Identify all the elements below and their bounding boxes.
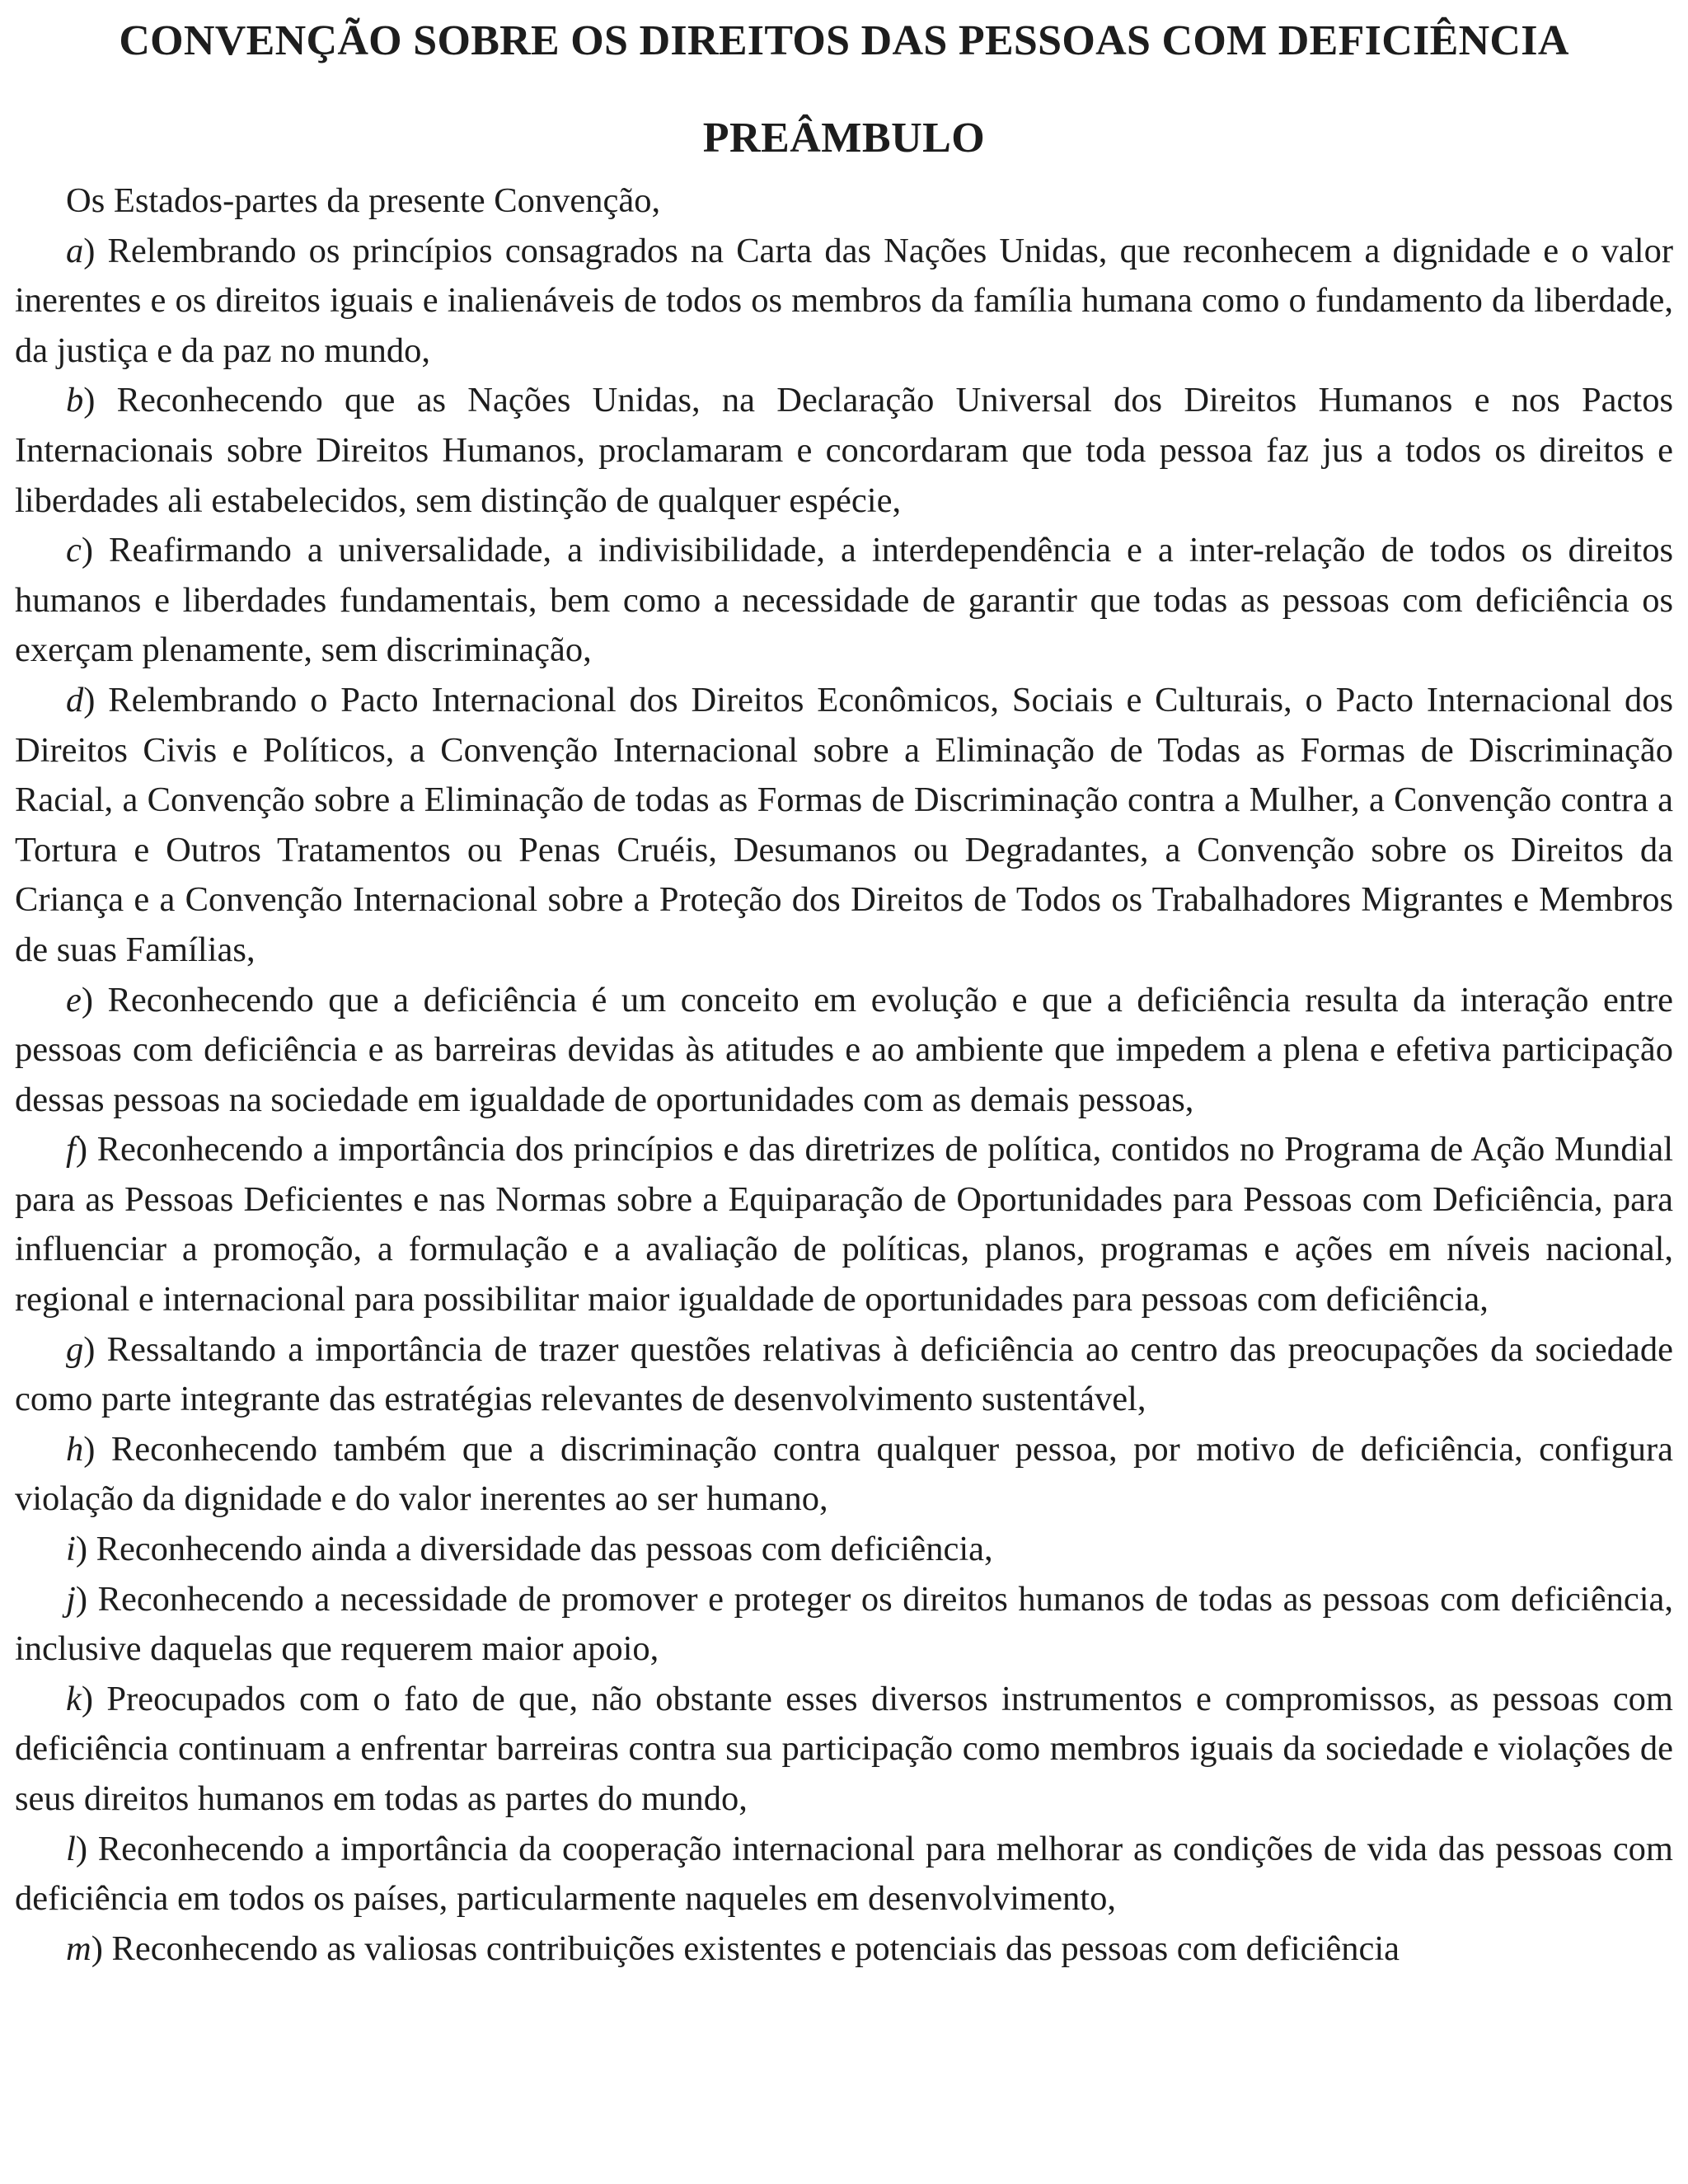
paragraph-letter: a [66, 231, 84, 270]
paragraph-text: ) Relembrando o Pacto Internacional dos Direitos Econômicos, Sociais e Culturais, o Pacto Internacional dos Direitos Civis e Políticos, a Convenção Internacional sobre a Eliminação de Todas as Formas de Discriminação Racial, a Convenção sobre a Eliminação de todas as Formas de Discriminação contra a Mulher, a Convenção contra a Tortura e Outros Tratamentos ou Penas Cruéis, Desumanos ou Degradantes, a Convenção sobre os Direitos da Criança e a Convenção Internacional sobre a Proteção dos Direitos de Todos os Trabalhadores Migrantes e Membros de suas Famílias, [15, 680, 1673, 969]
preamble-paragraph [15, 1325, 1673, 1425]
paragraph-letter: e [66, 980, 82, 1019]
paragraph-text: ) Ressaltando a importância de trazer questões relativas à deficiência ao centro das preocupações da sociedade como parte integrante das estratégias relevantes de desenvolvimento sustentável, [15, 1329, 1673, 1419]
preamble-paragraph [15, 1924, 1673, 1975]
paragraph-letter: m [66, 1929, 91, 1968]
paragraph-letter: h [66, 1429, 84, 1469]
paragraph-letter: i [66, 1530, 76, 1569]
paragraph-letter: j [66, 1579, 76, 1619]
paragraph-text: ) Reconhecendo que as Nações Unidas, na Declaração Universal dos Direitos Humanos e nos Pactos Internacionais sobre Direitos Humanos, proclamaram e concordaram que toda pessoa faz jus a todos os direitos e liberdades ali estabelecidos, sem distinção de qualquer espécie, [15, 381, 1673, 520]
paragraph-text: ) Reafirmando a universalidade, a indivisibilidade, a interdependência e a inter-relação de todos os direitos humanos e liberdades fundamentais, bem como a necessidade de garantir que todas as pessoas com deficiência os exerçam plenamente, sem discriminação, [15, 531, 1673, 670]
preamble-paragraph [15, 676, 1673, 976]
preamble-paragraph [15, 1425, 1673, 1525]
preamble-paragraph [15, 1125, 1673, 1324]
paragraph-letter: b [66, 381, 84, 420]
preamble-paragraph [15, 976, 1673, 1126]
preamble-paragraph [15, 1825, 1673, 1924]
preamble-paragraph [15, 1675, 1673, 1825]
paragraph-text: ) Reconhecendo as valiosas contribuições existentes e potenciais das pessoas com deficiência [91, 1929, 1400, 1968]
intro-paragraph: Os Estados-partes da presente Convenção, [66, 181, 661, 220]
paragraph-letter: g [66, 1329, 84, 1369]
paragraph-text: ) Preocupados com o fato de que, não obstante esses diversos instrumentos e compromissos, as pessoas com deficiência continuam a enfrentar barreiras contra sua participação como membros iguais da sociedade e violações de seus direitos humanos em todas as partes do mundo, [15, 1679, 1673, 1818]
preamble-paragraph-list [15, 227, 1673, 1975]
paragraph-letter: f [66, 1130, 76, 1169]
paragraph-text: ) Relembrando os princípios consagrados na Carta das Nações Unidas, que reconhecem a dignidade e o valor inerentes e os direitos iguais e inalienáveis de todos os membros da família humana como o fundamento da liberdade, da justiça e da paz no mundo, [15, 231, 1673, 370]
paragraph-text: ) Reconhecendo a necessidade de promover e proteger os direitos humanos de todas as pessoas com deficiência, inclusive daquelas que requerem maior apoio, [15, 1579, 1673, 1669]
paragraph-letter: l [66, 1829, 76, 1868]
paragraph-text: ) Reconhecendo a importância dos princípios e das diretrizes de política, contidos no Programa de Ação Mundial para as Pessoas Deficientes e nas Normas sobre a Equiparação de Oportunidades para Pessoas com Deficiência, para influenciar a promoção, a formulação e a avaliação de políticas, planos, programas e ações em níveis nacional, regional e internacional para possibilitar maior igualdade de oportunidades para pessoas com deficiência, [15, 1130, 1673, 1319]
paragraph-letter: k [66, 1679, 82, 1718]
preamble-paragraph [15, 227, 1673, 377]
paragraph-text: ) Reconhecendo a importância da cooperação internacional para melhorar as condições de vida das pessoas com deficiência em todos os países, particularmente naqueles em desenvolvimento, [15, 1829, 1673, 1919]
preamble-paragraph [15, 1525, 1673, 1575]
preamble-body [15, 176, 1673, 1974]
preamble-paragraph [15, 526, 1673, 676]
document-title: CONVENÇÃO SOBRE OS DIREITOS DAS PESSOAS COM DEFICIÊNCIA [119, 17, 1569, 64]
paragraph-text: ) Reconhecendo ainda a diversidade das pessoas com deficiência, [75, 1530, 993, 1569]
paragraph-letter: c [66, 531, 82, 570]
section-heading: PREÂMBULO [702, 115, 986, 162]
preamble-paragraph [15, 376, 1673, 526]
preamble-paragraph [15, 1575, 1673, 1675]
paragraph-text: ) Reconhecendo que a deficiência é um conceito em evolução e que a deficiência resulta da interação entre pessoas com deficiência e as barreiras devidas às atitudes e ao ambiente que impedem a plena e efetiva participação dessas pessoas na sociedade em igualdade de oportunidades com as demais pessoas, [15, 980, 1673, 1119]
document-page [15, 0, 1673, 1974]
paragraph-text: ) Reconhecendo também que a discriminação contra qualquer pessoa, por motivo de deficiência, configura violação da dignidade e do valor inerentes ao ser humano, [15, 1429, 1673, 1519]
paragraph-letter: d [66, 680, 84, 719]
